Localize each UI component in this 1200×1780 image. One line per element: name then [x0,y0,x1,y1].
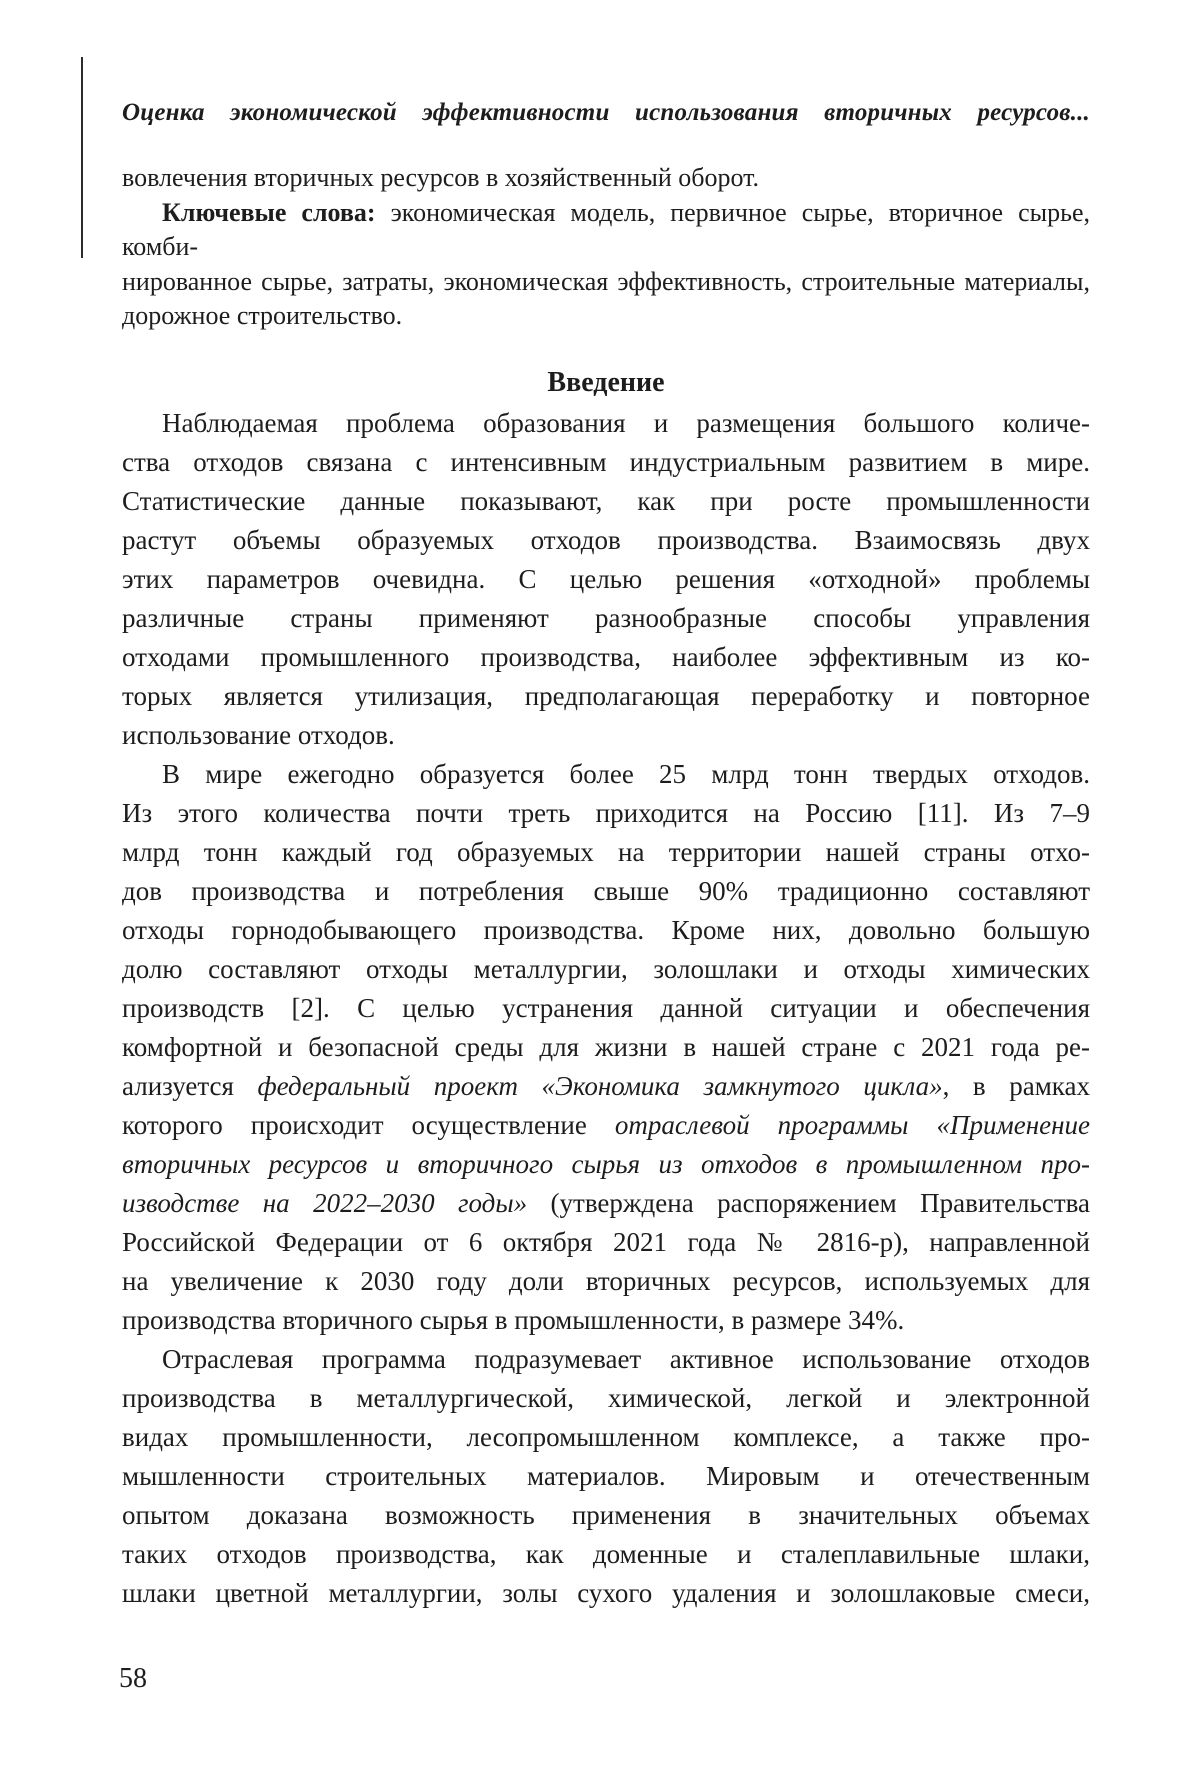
body-line: мышленности строительных материалов. Мировым и отечественным [122,1461,1090,1491]
body-run: (утверждена распоряжением Правительства [527,1188,1091,1218]
body-line: Из этого количества почти треть приходится на Россию [11]. Из 7–9 [122,798,1090,828]
body-line: отходами промышленного производства, наиболее эффективным из ко- [122,642,1090,672]
body-line: опытом доказана возможность применения в значительных объемах [122,1500,1090,1530]
body-line: В мире ежегодно образуется более 25 млрд тонн твердых отходов. [162,759,1090,789]
body-line: производств [2]. С целью устранения данной ситуации и обеспечения [122,993,1090,1023]
body-run: ализуется [122,1071,258,1101]
body-line: отходы горнодобывающего производства. Кроме них, довольно большую [122,915,1090,945]
body-line: таких отходов производства, как доменные и сталеплавильные шлаки, [122,1539,1090,1569]
body-run-italic: вторичных ресурсов и вторичного сырья из отходов в промышленном про- [122,1149,1090,1179]
body-line: комфортной и безопасной среды для жизни в нашей стране с 2021 года ре- [122,1032,1090,1062]
body-line: на увеличение к 2030 году доли вторичных ресурсов, используемых для [122,1266,1090,1296]
body-line: ства отходов связана с интенсивным индустриальным развитием в мире. [122,447,1090,477]
body-line: Отраслевая программа подразумевает активное использование отходов [162,1344,1090,1374]
body-line-mixed [122,1106,1090,1145]
page-number: 58 [119,1663,147,1694]
body-line: торых является утилизация, предполагающая переработку и повторное [122,681,1090,711]
keywords-text: экономическая модель, первичное сырье, вторичное сырье, комби- [122,197,1090,261]
body-line: Статистические данные показывают, как при росте промышленности [122,486,1090,516]
body-line: Российской Федерации от 6 октября 2021 года № 2816-р), направленной [122,1227,1090,1257]
body-text [122,404,1090,1613]
body-line-mixed [122,1184,1090,1223]
body-line: этих параметров очевидна. С целью решения «отходной» проблемы [122,564,1090,594]
body-line-italic [122,1145,1090,1184]
body-run-italic: изводстве на 2022–2030 годы» [122,1188,528,1218]
keywords-label: Ключевые слова: [162,197,376,227]
body-run-italic: отраслевой программы «Применение [614,1110,1090,1140]
body-line: производства в металлургической, химической, легкой и электронной [122,1383,1090,1413]
abstract-block [122,161,1090,334]
left-margin-rule [81,57,83,258]
body-line: растут объемы образуемых отходов производства. Взаимосвязь двух [122,525,1090,555]
section-heading-introduction: Введение [547,367,665,398]
body-line: млрд тонн каждый год образуемых на территории нашей страны отхо- [122,837,1090,867]
keywords-line: дорожное строительство. [122,301,403,330]
keywords-line [122,196,1090,265]
body-run: которого происходит осуществление [122,1110,615,1140]
body-run-italic: федеральный проект «Экономика замкнутого цикла» [257,1071,943,1101]
running-head: Оценка экономической эффективности использования вторичных ресурсов... [122,99,1090,126]
body-line-mixed [122,1067,1090,1106]
body-line: видах промышленности, лесопромышленном комплексе, а также про- [122,1422,1090,1452]
body-line: дов производства и потребления свыше 90% традиционно составляют [122,876,1090,906]
body-line: шлаки цветной металлургии, золы сухого удаления и золошлаковые смеси, [122,1578,1090,1608]
abstract-tail-line: вовлечения вторичных ресурсов в хозяйственный оборот. [122,163,760,192]
body-line: производства вторичного сырья в промышленности, в размере 34%. [122,1305,905,1335]
body-line: Наблюдаемая проблема образования и размещения большого количе- [162,408,1090,438]
body-line: различные страны применяют разнообразные способы управления [122,603,1090,633]
body-run: , в рамках [942,1071,1090,1101]
body-line: использование отходов. [122,720,395,750]
body-line: долю составляют отходы металлургии, золошлаки и отходы химических [122,954,1090,984]
keywords-line: нированное сырье, затраты, экономическая эффективность, строительные материалы, [122,266,1090,296]
